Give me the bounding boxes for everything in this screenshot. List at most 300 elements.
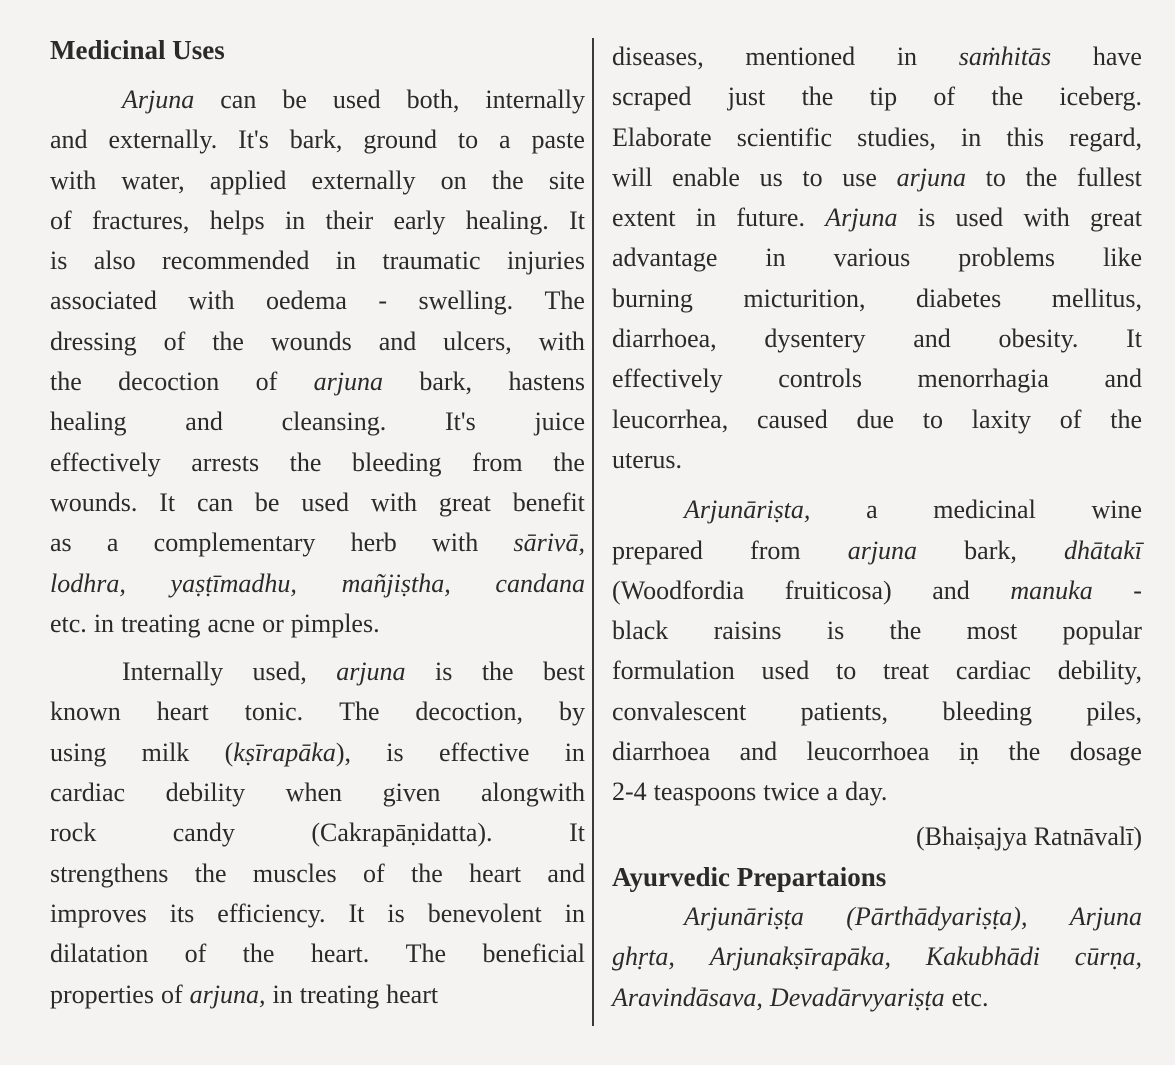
- word: heart: [469, 858, 522, 888]
- text-line: [612, 772, 1142, 812]
- text-line: [612, 400, 1142, 440]
- word: mentioned: [745, 42, 856, 71]
- word: the: [801, 82, 834, 112]
- word: when: [285, 778, 342, 808]
- word: iṇ: [958, 737, 980, 767]
- text-line: [612, 937, 1142, 977]
- word: The: [405, 939, 447, 969]
- text-line: [50, 523, 585, 563]
- word: studies,: [857, 122, 936, 152]
- word: and: [378, 326, 417, 356]
- word: the: [889, 616, 922, 646]
- word: extent: [612, 203, 676, 233]
- word: It: [569, 205, 585, 235]
- word: The: [339, 697, 380, 727]
- word: cūrṇa,: [1074, 942, 1142, 972]
- text-line: [50, 652, 585, 692]
- word: effective: [438, 737, 530, 767]
- word: cardiac: [50, 778, 126, 808]
- word: the: [242, 939, 275, 969]
- word: It: [1126, 324, 1142, 354]
- text-line: [50, 281, 585, 321]
- word: its: [169, 898, 195, 928]
- word: improves: [50, 898, 147, 928]
- word: raisins: [713, 616, 782, 646]
- word: effectively: [50, 447, 161, 477]
- word: effectively: [612, 364, 723, 394]
- word: have: [1092, 42, 1142, 71]
- word: sārivā,: [513, 528, 585, 558]
- word: just: [727, 82, 766, 112]
- column-divider: [592, 38, 594, 1026]
- word: heart.: [310, 939, 370, 969]
- word: to: [922, 404, 944, 434]
- word: is: [435, 657, 453, 687]
- word: both,: [406, 85, 460, 114]
- word: etc.: [951, 982, 989, 1012]
- word: formulation: [612, 656, 735, 686]
- word: the: [1008, 737, 1041, 767]
- word: It's: [238, 125, 269, 155]
- word: and: [50, 125, 88, 155]
- word: diarrhoea: [612, 737, 711, 767]
- word: great: [438, 487, 491, 517]
- word: externally: [311, 165, 416, 195]
- word: used,: [252, 657, 307, 687]
- word: fractures,: [91, 205, 190, 235]
- word: with: [1023, 203, 1070, 233]
- text-line: [612, 279, 1142, 319]
- word: with: [432, 528, 479, 558]
- text-line: [50, 161, 585, 201]
- word: healing: [50, 407, 127, 437]
- text-line: [50, 604, 585, 644]
- word: a: [826, 777, 839, 807]
- text-line: [50, 975, 585, 1015]
- word: It: [348, 898, 365, 928]
- text-line: [612, 359, 1142, 399]
- word: wounds.: [50, 487, 138, 517]
- preparations-paragraph: [612, 897, 1142, 1018]
- word: and: [185, 407, 223, 437]
- word: ghṛta,: [612, 942, 675, 972]
- word: swelling.: [418, 286, 514, 316]
- word: regard,: [1069, 122, 1142, 152]
- word: debility,: [1057, 656, 1142, 686]
- text-line: [612, 238, 1142, 278]
- word: various: [833, 243, 911, 273]
- word: milk: [141, 737, 190, 767]
- paragraph-gap: [50, 644, 585, 652]
- word: the: [553, 447, 585, 477]
- word: scientific: [736, 122, 833, 152]
- word: or: [262, 608, 284, 638]
- word: convalescent: [612, 696, 747, 726]
- word: in: [961, 122, 982, 152]
- paragraph: [612, 897, 1142, 1018]
- word: in: [564, 737, 585, 767]
- word: injuries: [506, 246, 585, 276]
- word: best: [543, 657, 585, 687]
- word: recommended: [162, 246, 310, 276]
- word: the: [194, 858, 227, 888]
- word: arrests: [191, 447, 260, 477]
- word: tonic.: [244, 697, 304, 727]
- word: of: [184, 939, 207, 969]
- text-line: [50, 813, 585, 853]
- word: saṁhitās: [958, 42, 1052, 71]
- text-line: [50, 402, 585, 442]
- word: dysentery: [764, 324, 866, 354]
- word: in: [335, 246, 356, 276]
- word: also: [93, 246, 136, 276]
- word: Arjuna: [825, 203, 898, 233]
- word: cardiac: [955, 656, 1031, 686]
- word: be: [282, 85, 307, 114]
- word: in: [765, 243, 786, 273]
- word: diabetes: [916, 283, 1002, 313]
- word: 2-4: [612, 777, 647, 807]
- word: the: [411, 858, 443, 888]
- word: dressing: [50, 326, 137, 356]
- word: micturition,: [743, 283, 866, 313]
- word: a: [499, 125, 511, 155]
- word: iceberg.: [1059, 82, 1142, 112]
- word: of: [255, 367, 278, 397]
- word: given: [382, 778, 441, 808]
- word: externally.: [108, 125, 218, 155]
- word: in: [272, 979, 293, 1009]
- word: and: [932, 575, 970, 605]
- word: The: [544, 286, 585, 316]
- paragraph: [612, 490, 1142, 812]
- word: can: [196, 487, 234, 517]
- word: is: [917, 203, 936, 233]
- word: most: [966, 616, 1018, 646]
- word: arjuna: [336, 657, 406, 687]
- word: -: [378, 286, 387, 316]
- text-line: [612, 531, 1142, 571]
- word: in: [695, 203, 717, 233]
- word: caused: [756, 404, 828, 434]
- word: mellitus,: [1051, 283, 1142, 313]
- word: and: [913, 324, 951, 354]
- text-line: [50, 854, 585, 894]
- word: using: [50, 737, 107, 767]
- word: leucorrhea,: [612, 404, 729, 434]
- word: can: [220, 85, 257, 114]
- citation: [612, 817, 1142, 857]
- word: in: [93, 608, 115, 638]
- word: popular: [1062, 616, 1142, 646]
- word: black: [612, 616, 669, 646]
- section-heading-medicinal-uses: Medicinal Uses: [50, 35, 225, 65]
- word: of: [163, 326, 186, 356]
- word: and: [1104, 364, 1142, 394]
- text-line: [612, 611, 1142, 651]
- text-line: [50, 241, 585, 281]
- word: Aravindāsava,: [612, 982, 763, 1012]
- word: piles,: [1086, 696, 1142, 726]
- word: water,: [121, 165, 185, 195]
- word: from: [472, 447, 523, 477]
- word: decoction: [118, 367, 220, 397]
- word: strengthens: [50, 858, 169, 888]
- word: with: [50, 165, 97, 195]
- word: with: [188, 286, 235, 316]
- word: a: [106, 528, 119, 558]
- word: healing.: [465, 205, 549, 235]
- word: (Cakrapāṇidatta).: [311, 818, 493, 848]
- word: scraped: [612, 82, 692, 112]
- word: with: [370, 487, 418, 517]
- word: tip: [869, 82, 898, 112]
- word: Devadārvyariṣṭa: [769, 982, 945, 1012]
- word: use: [842, 162, 877, 192]
- word: rock: [50, 818, 97, 848]
- word: early: [393, 205, 446, 235]
- section-heading-ayurvedic-preparations: Ayurvedic Prepartaions: [612, 861, 887, 892]
- word: to: [985, 162, 1006, 192]
- word: arjuna,: [189, 979, 266, 1009]
- text-line: [50, 120, 585, 160]
- word: efficiency.: [217, 898, 326, 928]
- word: of: [1059, 404, 1082, 434]
- word: Arjunāriṣta,: [684, 495, 811, 525]
- word: Arjuna: [122, 85, 195, 114]
- right-column: [612, 0, 1142, 1018]
- word: the: [1025, 162, 1058, 192]
- word: Arjunāriṣṭa: [684, 901, 804, 931]
- word: great: [1090, 203, 1142, 233]
- word: Internally: [122, 657, 224, 687]
- word: to: [835, 656, 857, 686]
- word: It: [159, 487, 176, 517]
- word: bark,: [289, 125, 343, 155]
- word: lodhra,: [50, 568, 126, 598]
- word: known: [50, 697, 121, 727]
- word: internally: [485, 85, 585, 114]
- word: us: [759, 162, 783, 192]
- word: arjuna: [313, 367, 383, 397]
- word: dilatation: [50, 939, 149, 969]
- word: used: [761, 656, 810, 686]
- word: is: [50, 246, 68, 276]
- text-line: [612, 440, 1142, 480]
- word: treat: [882, 656, 930, 686]
- word: the: [1110, 404, 1142, 434]
- word: the: [50, 367, 82, 397]
- word: manuka: [1010, 575, 1093, 605]
- left-paragraphs: [50, 80, 585, 1015]
- word: the: [289, 447, 322, 477]
- word: is: [386, 737, 404, 767]
- word: traumatic: [382, 246, 481, 276]
- text-line: [50, 934, 585, 974]
- word: in: [284, 205, 306, 235]
- word: muscles: [252, 858, 337, 888]
- text-line: [612, 319, 1142, 359]
- word: diarrhoea,: [612, 324, 717, 354]
- word: paste: [531, 125, 585, 155]
- word: debility: [165, 778, 246, 808]
- word: arjuna: [896, 162, 966, 192]
- citation-text: (Bhaiṣajya Ratnāvalī): [916, 821, 1142, 851]
- word: their: [325, 205, 374, 235]
- word: benefit: [512, 487, 585, 517]
- word: wine: [1091, 495, 1142, 525]
- left-column: [50, 0, 585, 1015]
- word: twice: [763, 777, 820, 807]
- word: of: [160, 979, 183, 1009]
- word: bark,: [964, 535, 1017, 565]
- word: enable: [672, 162, 740, 192]
- text-line: [612, 198, 1142, 238]
- word: oedema: [266, 286, 347, 316]
- text-line: [50, 80, 585, 120]
- word: It: [569, 818, 585, 848]
- text-line: [50, 692, 585, 732]
- word: this: [1006, 122, 1044, 152]
- word: treating: [299, 979, 380, 1009]
- word: bleeding: [942, 696, 1032, 726]
- word: used: [301, 487, 349, 517]
- word: of: [50, 205, 72, 235]
- word: dhātakī: [1063, 535, 1142, 565]
- word: to: [457, 125, 479, 155]
- word: Elaborate: [612, 122, 712, 152]
- word: uterus.: [612, 444, 683, 474]
- word: the: [991, 82, 1024, 112]
- word: the: [212, 326, 244, 356]
- word: day.: [845, 777, 888, 807]
- word: (kṣīrapāka),: [224, 737, 351, 767]
- text-line: [50, 201, 585, 241]
- word: ulcers,: [443, 326, 512, 356]
- text-line: [50, 362, 585, 402]
- word: like: [1103, 243, 1142, 273]
- word: in: [564, 898, 585, 928]
- word: is: [826, 616, 845, 646]
- word: herb: [350, 528, 397, 558]
- word: fullest: [1076, 162, 1142, 192]
- text-line: [612, 77, 1142, 117]
- word: and: [739, 737, 778, 767]
- text-line: [50, 733, 585, 773]
- text-line: [612, 158, 1142, 198]
- word: treating: [121, 608, 201, 638]
- word: teaspoons: [653, 777, 757, 807]
- word: burning: [612, 283, 693, 313]
- word: properties: [50, 979, 154, 1009]
- text-line: [612, 651, 1142, 691]
- word: Arjunakṣīrapāka,: [709, 942, 891, 972]
- word: on: [440, 165, 467, 195]
- word: alongwith: [480, 778, 585, 808]
- word: mañjiṣtha,: [341, 568, 451, 598]
- word: etc.: [50, 608, 87, 638]
- text-line: [50, 773, 585, 813]
- word: dosage: [1069, 737, 1142, 767]
- word: advantage: [612, 243, 718, 273]
- word: will: [612, 162, 653, 192]
- word: future.: [736, 203, 805, 233]
- word: ground: [363, 125, 437, 155]
- word: obesity.: [998, 324, 1079, 354]
- word: prepared: [612, 535, 703, 565]
- text-line: [50, 564, 585, 604]
- word: as: [50, 528, 72, 558]
- word: heart: [156, 697, 209, 727]
- word: -: [1133, 575, 1142, 605]
- text-line: [50, 894, 585, 934]
- word: leucorrhoea: [806, 737, 930, 767]
- word: Arjuna: [1069, 901, 1142, 931]
- text-line: [612, 118, 1142, 158]
- paragraph: [50, 80, 585, 644]
- word: be: [254, 487, 280, 517]
- word: fruiticosa): [784, 575, 892, 605]
- word: and: [547, 858, 585, 888]
- word: applied: [209, 165, 287, 195]
- word: beneficial: [482, 939, 585, 969]
- word: from: [750, 535, 801, 565]
- word: laxity: [971, 404, 1032, 434]
- word: problems: [958, 243, 1055, 273]
- word: It's: [445, 407, 476, 437]
- word: by: [558, 697, 585, 727]
- paragraph: [612, 37, 1142, 480]
- word: arjuna: [847, 535, 918, 565]
- word: acne: [207, 608, 256, 638]
- word: bark,: [419, 367, 473, 397]
- word: site: [548, 165, 585, 195]
- word: diseases,: [612, 42, 704, 71]
- text-line: [50, 483, 585, 523]
- word: due: [856, 404, 895, 434]
- word: of: [933, 82, 956, 112]
- word: to: [802, 162, 823, 192]
- word: controls: [778, 364, 862, 394]
- text-line: [612, 978, 1142, 1018]
- word: is: [387, 898, 405, 928]
- word: benevolent: [427, 898, 542, 928]
- word: cleansing.: [281, 407, 387, 437]
- paragraph-gap: [612, 480, 1142, 490]
- word: candy: [172, 818, 235, 848]
- word: a: [866, 495, 878, 525]
- word: (Woodfordia: [612, 575, 745, 605]
- word: wounds: [270, 326, 352, 356]
- word: medicinal: [933, 495, 1036, 525]
- text-line: [50, 322, 585, 362]
- word: hastens: [508, 367, 585, 397]
- text-line: [612, 692, 1142, 732]
- word: bleeding: [352, 447, 442, 477]
- word: (Pārthādyariṣṭa),: [846, 901, 1028, 931]
- word: the: [491, 165, 524, 195]
- word: yaṣṭīmadhu,: [170, 568, 297, 598]
- paragraph: [50, 652, 585, 1015]
- word: pimples.: [290, 608, 380, 638]
- word: used: [332, 85, 381, 114]
- word: menorrhagia: [917, 364, 1049, 394]
- word: used: [955, 203, 1004, 233]
- text-line: [612, 732, 1142, 772]
- word: juice: [534, 407, 585, 437]
- word: with: [538, 326, 585, 356]
- text-line: [50, 443, 585, 483]
